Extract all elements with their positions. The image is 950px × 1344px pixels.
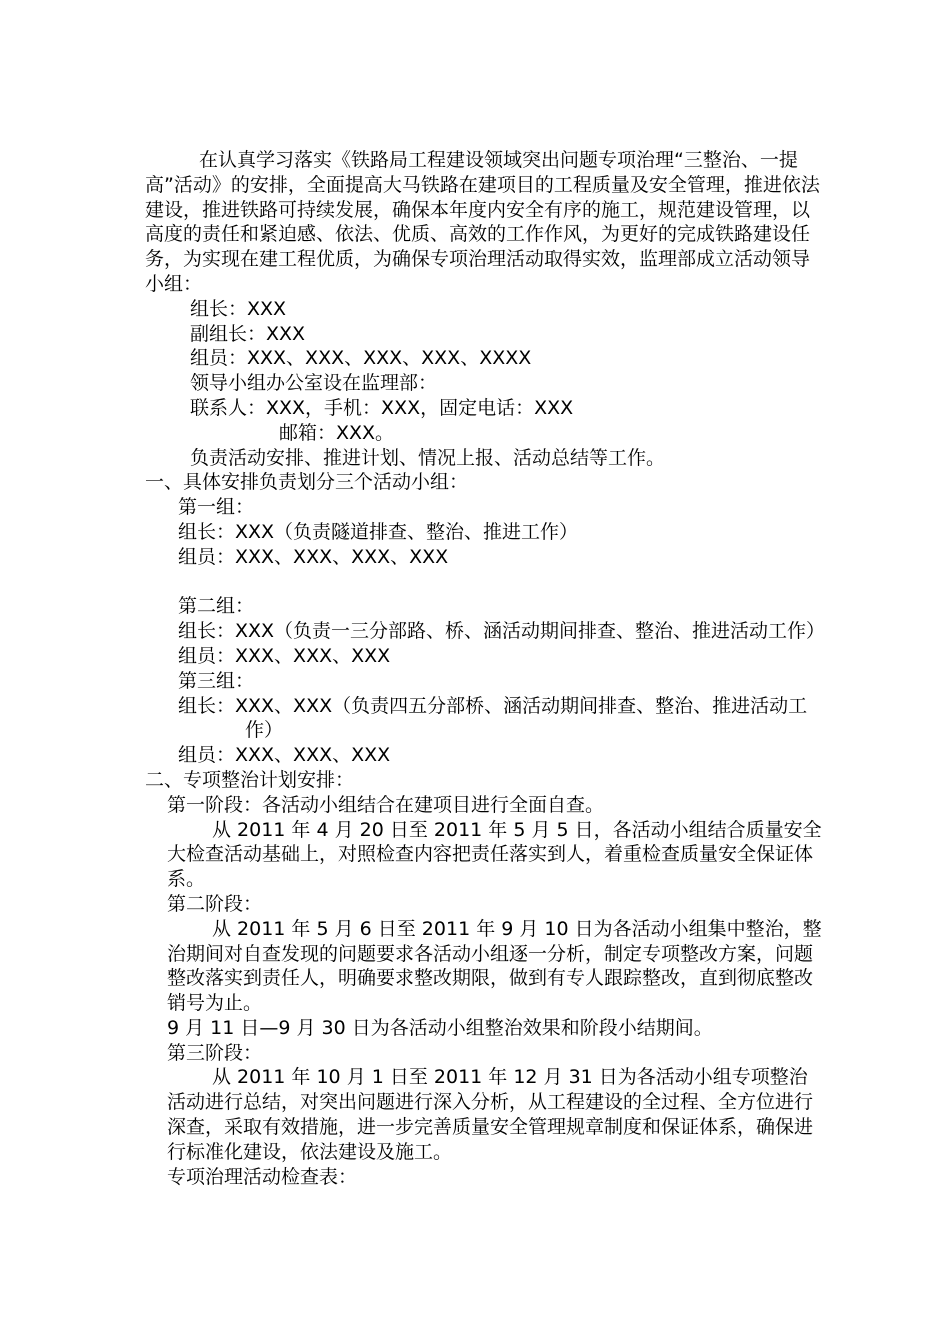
deputy-line: 副组长：XXX: [190, 322, 306, 345]
stage3-body: 从 2011 年 10 月 1 日至 2011 年 12 月 31 日为各活动小组专项整治活动进行总结，对突出问题进行深入分析，从工程建设的全过程、全方位进行深查，采取有效措施，进一步完善质量安全管理规章制度和保证体系，确保进行标准化建设，依法建设及施工。: [167, 1066, 814, 1163]
group1-members: 组员：XXX、XXX、XXX、XXX: [178, 545, 449, 568]
stage2-body: 从 2011 年 5 月 6 日至 2011 年 9 月 10 日为各活动小组集中整治，整治期间对自查发现的问题要求各活动小组逐一分析，制定专项整改方案，问题整改落实到责任人，明确要求整改期限，做到有专人跟踪整改，直到彻底整改销号为止。: [167, 917, 822, 1015]
section1-heading: 一、具体安排负责划分三个活动小组：: [145, 471, 469, 494]
group3-members: 组员：XXX、XXX、XXX: [178, 744, 391, 767]
members-line: 组员：XXX、XXX、XXX、XXX、XXXX: [190, 347, 532, 370]
checklist-title: 专项治理活动检查表：: [167, 1165, 358, 1188]
group2-members: 组员：XXX、XXX、XXX: [178, 644, 391, 667]
duty-line: 负责活动安排、推进计划、情况上报、活动总结等工作。: [190, 446, 666, 469]
stage2-title: 第二阶段：: [167, 892, 263, 915]
office-line: 领导小组办公室设在监理部：: [190, 372, 438, 395]
group1-title: 第一组：: [178, 496, 255, 519]
stage2-note: 9 月 11 日—9 月 30 日为各活动小组整治效果和阶段小结期间。: [167, 1016, 713, 1039]
group2-leader: 组长：XXX（负责一三分部路、桥、涵活动期间排查、整治、推进活动工作）: [178, 620, 826, 643]
group2-title: 第二组：: [178, 595, 255, 618]
group1-leader: 组长：XXX（负责隧道排查、整治、推进工作）: [178, 520, 579, 543]
stage1-title: 第一阶段：各活动小组结合在建项目进行全面自查。: [167, 793, 605, 816]
stage3-title: 第三阶段：: [167, 1041, 263, 1064]
stage1-body: 从 2011 年 4 月 20 日至 2011 年 5 月 5 日，各活动小组结合质量安全大检查活动基础上，对照检查内容把责任落实到人，着重检查质量安全保证体系。: [167, 818, 822, 891]
section2-heading: 二、专项整治计划安排：: [145, 768, 355, 791]
leader-line: 组长：XXX: [190, 297, 287, 320]
contact-line: 联系人：XXX，手机：XXX，固定电话：XXX: [190, 396, 574, 419]
document-body: [145, 148, 825, 1189]
group3-title: 第三组：: [178, 669, 255, 692]
blank-line: [145, 570, 825, 595]
intro-paragraph: 在认真学习落实《铁路局工程建设领域突出问题专项治理“三整治、一提高”活动》的安排，全面提高大马铁路在建项目的工程质量及安全管理，推进依法建设，推进铁路可持续发展，确保本年度内安全有序的施工，规范建设管理，以高度的责任和紧迫感、依法、优质、高效的工作作风，为更好的完成铁路建设任务，为实现在建工程优质，为确保专项治理活动取得实效，监理部成立活动领导小组：: [145, 149, 820, 295]
email-line: 邮箱：XXX。: [279, 421, 395, 444]
group3-leader: 组长：XXX、XXX（负责四五分部桥、涵活动期间排查、整治、推进活动工作）: [178, 694, 808, 742]
